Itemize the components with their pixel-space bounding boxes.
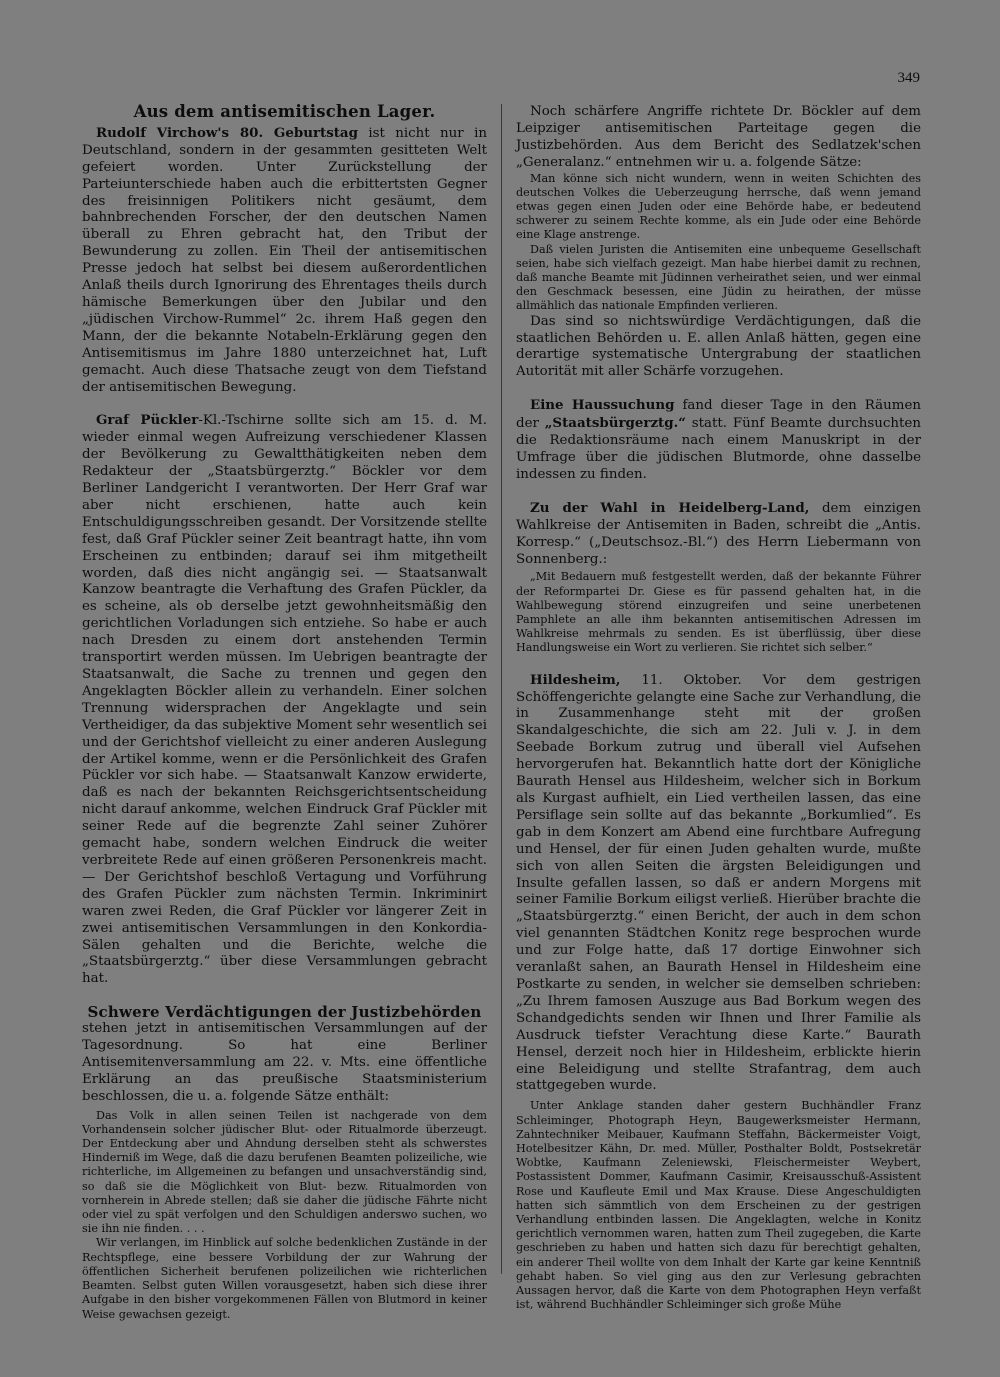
article-text-pueckler: -Kl.-Tschirne sollte sich am 15. d. M. wieder einmal wegen Aufreizung verschiedener Klassen der Bevölkerung zu Gewaltthätigkeiten neben dem Redakteur der „Staatsbürgerztg.“ Böckler vor dem Berliner Landgericht I verantworten. Der Herr Graf war aber nicht erschienen, hatte auch kein Entschuldigungsschreiben gesandt. Der Vorsitzende stellte fest, daß Graf Pückler seiner Zeit beantragt hatte, ihn vom Erscheinen zu entbinden; darauf sei ihm mitgetheilt worden, daß dies nicht angängig sei. — Staatsanwalt Kanzow beantragte die Verhaftung des Grafen Pückler, da es scheine, als ob derselbe jetzt gewohnheitsmäßig den gerichtlichen Vorladungen sich entziehe. So habe er auch nach Dresden zu einem dort anstehenden Termin transportirt werden müssen. Im Uebrigen beantragte der Staatsanwalt, die Sache zu trennen und gegen den Angeklagten Böckler allein zu verhandeln. Einer solchen Trennung widersprachen der Angeklagte und sein Vertheidiger, da das subjektive Moment sehr wesentlich sei und der Gerichtshof vielleicht zu einer anderen Auslegung der Artikel komme, wenn er die Persönlichkeit des Grafen Pückler vor sich habe. — Staatsanwalt Kanzow erwiderte, daß es nach der bekannten Reichsgerichtsentscheidung nicht darauf ankomme, welchen Eindruck Graf Pückler mit seiner Rede auf die begrenzte Zahl seiner Zuhörer gemacht habe, sondern welchen Eindruck die weiter verbreitete Rede auf einen größeren Personenkreis macht. — Der Gerichtshof beschloß Vertagung und Vorführung des Grafen Pückler zum nächsten Termin. Inkriminirt waren zwei Reden, die Graf Pückler vor längerer Zeit in zwei antisemitischen Versammlungen in den Konkordia-Sälen gehalten und die Berichte, welche die „Staatsbürgerztg.“ über diese Versammlungen gebracht hat. xyxy=(82,413,487,987)
article-text-haussuchung-2: statt. Fünf Beamte durchsuchten die Redaktionsräume nach einem Manuskript in der Umfrage über die jüdischen Blutmorde, ohne dasselbe indessen zu finden. xyxy=(516,416,921,482)
page-number: 349 xyxy=(897,70,920,86)
article-lead-haussuchung: Eine Haussuchung xyxy=(530,397,675,414)
article-closing-boeckler: Das sind so nichtswürdige Verdächtigungen, daß die staatlichen Behörden u. E. allen Anlaß hätten, gegen eine derartige systematische Untergrabung der staatlichen Autorität mit aller Schärfe vorzugehen. xyxy=(516,313,921,380)
article-lead-heidelberg: Zu der Wahl in Heidelberg-Land, xyxy=(530,499,810,516)
quote-paragraph-1: Das Volk in allen seinen Teilen ist nachgerade von dem Vorhandensein solcher jüdischer Blut- oder Ritualmorde überzeugt. Der Entdeckung aber und Ahndung derselben steht als schwerstes Hinderniß im Wege, daß die dazu berufenen Beamten polizeiliche, wie richterliche, im Allgemeinen zu befangen und unsachverständig sind, so daß sie die Möglichkeit von Blut- bezw. Ritualmorden von vornherein in Abrede stellen; daß sie daher die jüdische Fährte nicht oder viel zu spät verfolgen und den Schuldigen anderswo suchen, wo sie ihn nie finden. . . . xyxy=(82,1108,487,1236)
speech-paragraph-1: Man könne sich nicht wundern, wenn in weiten Schichten des deutschen Volkes die Ueberzeugung herrsche, daß wenn jemand etwas gegen einen Juden oder eine Behörde habe, er bedeutend schwerer zu seinem Rechte komme, als ein Jude oder eine Behörde eine Klage anstrenge. xyxy=(516,171,921,242)
article-virchow xyxy=(82,125,487,397)
article-text-virchow: ist nicht nur in Deutschland, sondern in der gesammten gesitteten Welt gefeiert worden. Unter Zurückstellung der Parteiunterschiede haben auch die erbittertsten Gegner des freisinnigen Politikers nicht gesäumt, dem bahnbrechenden Forscher, der den deutschen Namen überall zu Ehren gebracht hat, den Tribut der Bewunderung zu zollen. Ein Theil der antisemitischen Presse jedoch hat selbst bei diesem außerordentlichen Anlaß theils durch Ignorirung des Ehrentages theils durch hämische Bemerkungen über den Jubilar und den „jüdischen Virchow-Rummel“ 2c. ihrem Haß gegen den Mann, der die bekannte Notabeln-Erklärung gegen den Antisemitismus im Jahre 1880 unterzeichnet hat, Luft gemacht. Auch diese Thatsache zeugt von dem Tiefstand der antisemitischen Bewegung. xyxy=(82,125,487,395)
right-column xyxy=(516,104,921,1312)
left-column xyxy=(82,104,487,1322)
article-text-boeckler: Noch schärfere Angriffe richtete Dr. Böckler auf dem Leipziger antisemitischen Parteitage gegen die Justizbehörden. Aus dem Bericht des Sedlatzek'schen „Generalanz.“ entnehmen wir u. a. folgende Sätze: xyxy=(516,104,921,170)
article-heidelberg xyxy=(516,500,921,656)
column-divider xyxy=(501,104,502,1274)
article-date-hildesheim: 11. Oktober. xyxy=(641,672,742,688)
article-lead-hildesheim: Hildesheim, xyxy=(530,671,621,688)
article-verdaechtigungen xyxy=(82,1004,487,1321)
section-heading: Aus dem antisemitischen Lager. xyxy=(133,102,436,121)
newspaper-name: „Staatsbürgerztg.“ xyxy=(544,415,686,432)
article-hildesheim xyxy=(516,672,921,1313)
quoted-declaration xyxy=(82,1109,487,1322)
article-heading-verdaechtigungen: Schwere Verdächtigungen der Justizbehörden xyxy=(87,1003,482,1022)
trial-details xyxy=(516,1099,921,1312)
quoted-correspondence xyxy=(516,570,921,655)
quote-paragraph-2: Wir verlangen, im Hinblick auf solche bedenklichen Zustände in der Rechtspflege, eine bessere Vorbildung der zur Wahrung der öffentlichen Sicherheit berufenen polizeilichen wie richterlichen Beamten. Selbst guten Willen vorausgesetzt, haben sich diese ihrer Aufgabe in den bisher vorgekommenen Fällen von Blutmord in keiner Weise gewachsen gezeigt. xyxy=(82,1236,487,1321)
quoted-speech xyxy=(516,172,921,314)
article-boeckler xyxy=(516,104,921,381)
speech-paragraph-2: Daß vielen Juristen die Antisemiten eine unbequeme Gesellschaft seien, habe sich vielfach gezeigt. Man habe hierbei damit zu rechnen, daß manche Beamte mit Jüdinnen verheirathet seien, und wer einmal den Geschmack besessen, eine Jüdin zu heirathen, der müsse allmählich das nationale Empfinden verlieren. xyxy=(516,242,921,313)
correspondence-quote: „Mit Bedauern muß festgestellt werden, daß der bekannte Führer der Reformpartei Dr. Giese es für passend gehalten hat, in die Wahlbewegung störend einzugreifen und seine unerbetenen Pamphlete an alle ihm bekannten antisemitischen Adressen im Wahlkreise mehrmals zu senden. Es ist überflüssig, über diese Handlungsweise ein Wort zu verlieren. Sie richtet sich selber.“ xyxy=(516,570,921,655)
article-text-hildesheim: Vor dem gestrigen Schöffengerichte gelangte eine Sache zur Verhandlung, die in Zusammenhange steht mit der großen Skandalgeschichte, die sich am 22. Juli v. J. in dem Seebade Borkum zutrug und überall viel Aufsehen hervorgerufen hat. Bekanntlich hatte dort der Königliche Baurath Hensel aus Hildesheim, welcher sich in Borkum als Kurgast aufhielt, ein Lied vertheilen lassen, das eine Persiflage sein sollte auf das bekannte „Borkumlied“. Es gab in dem Konzert am Abend eine furchtbare Aufregung und Hensel, der für einen Juden gehalten wurde, mußte sich von allen Seiten die ärgsten Beleidigungen und Insulte gefallen lassen, so daß er andern Morgens mit seiner Familie Borkum eiligst verließ. Hierüber brachte die „Staatsbürgerztg.“ einen Bericht, der auch in dem schon viel genannten Städtchen Konitz rege besprochen wurde und zur Folge hatte, daß 17 dortige Einwohner sich veranlaßt sahen, an Baurath Hensel in Hildesheim eine Postkarte zu senden, in welcher sie demselben schrieben: „Zu Ihrem famosen Auszuge aus Bad Borkum wegen des Schandgedichts senden wir Ihnen und Ihrer Familie als Ausdruck tiefster Verachtung diese Karte.“ Baurath Hensel, derzeit noch hier in Hildesheim, erblickte hierin eine Beleidigung und stellte Strafantrag, dem auch stattgegeben wurde. xyxy=(516,672,921,1094)
article-text-haussuchung-1: fand dieser Tage in den Räumen der xyxy=(516,398,921,432)
article-lead-virchow: Rudolf Virchow's 80. Geburtstag xyxy=(96,124,358,141)
article-pueckler xyxy=(82,412,487,988)
article-text-verdaechtigungen: stehen jetzt in antisemitischen Versammlungen auf der Tagesordnung. So hat eine Berliner Antisemitenversammlung am 22. v. Mts. eine öffentliche Erklärung an das preußische Staatsministerium beschlossen, die u. a. folgende Sätze enthält: xyxy=(82,1021,487,1104)
article-haussuchung xyxy=(516,397,921,484)
trial-details-text: Unter Anklage standen daher gestern Buchhändler Franz Schleiminger, Photograph Heyn, Baugewerksmeister Hermann, Zahntechniker Meibauer, Kaufmann Steffahn, Bäckermeister Voigt, Hotelbesitzer Kähn, Dr. med. Müller, Posthalter Boldt, Postsekretär Wobtke, Kaufmann Zeleniewski, Fleischermeister Weybert, Postassistent Dommer, Kaufmann Casimir, Kreisausschuß-Assistent Rose und Kaufleute Emil und Max Krause. Diese Angeschuldigten hatten sich sämmtlich von dem Erscheinen zu der gestrigen Verhandlung entbinden lassen. Die Angeklagten, welche in Konitz gerichtlich vernommen waren, hatten zum Theil zugegeben, die Karte geschrieben zu haben und hatten sich dazu für berechtigt gehalten, ein anderer Theil wollte von dem Inhalt der Karte gar keine Kenntniß gehabt haben. So viel ging aus den zur Verlesung gebrachten Aussagen hervor, daß die Karte von dem Photographen Heyn verfaßt ist, während Buchhändler Schleiminger sich große Mühe xyxy=(516,1099,921,1312)
article-lead-pueckler: Graf Pückler xyxy=(96,412,199,429)
article-text-heidelberg: dem einzigen Wahlkreise der Antisemiten in Baden, schreibt die „Antis. Korresp.“ („Deutschsoz.-Bl.“) des Herrn Liebermann von Sonnenberg.: xyxy=(516,500,922,567)
